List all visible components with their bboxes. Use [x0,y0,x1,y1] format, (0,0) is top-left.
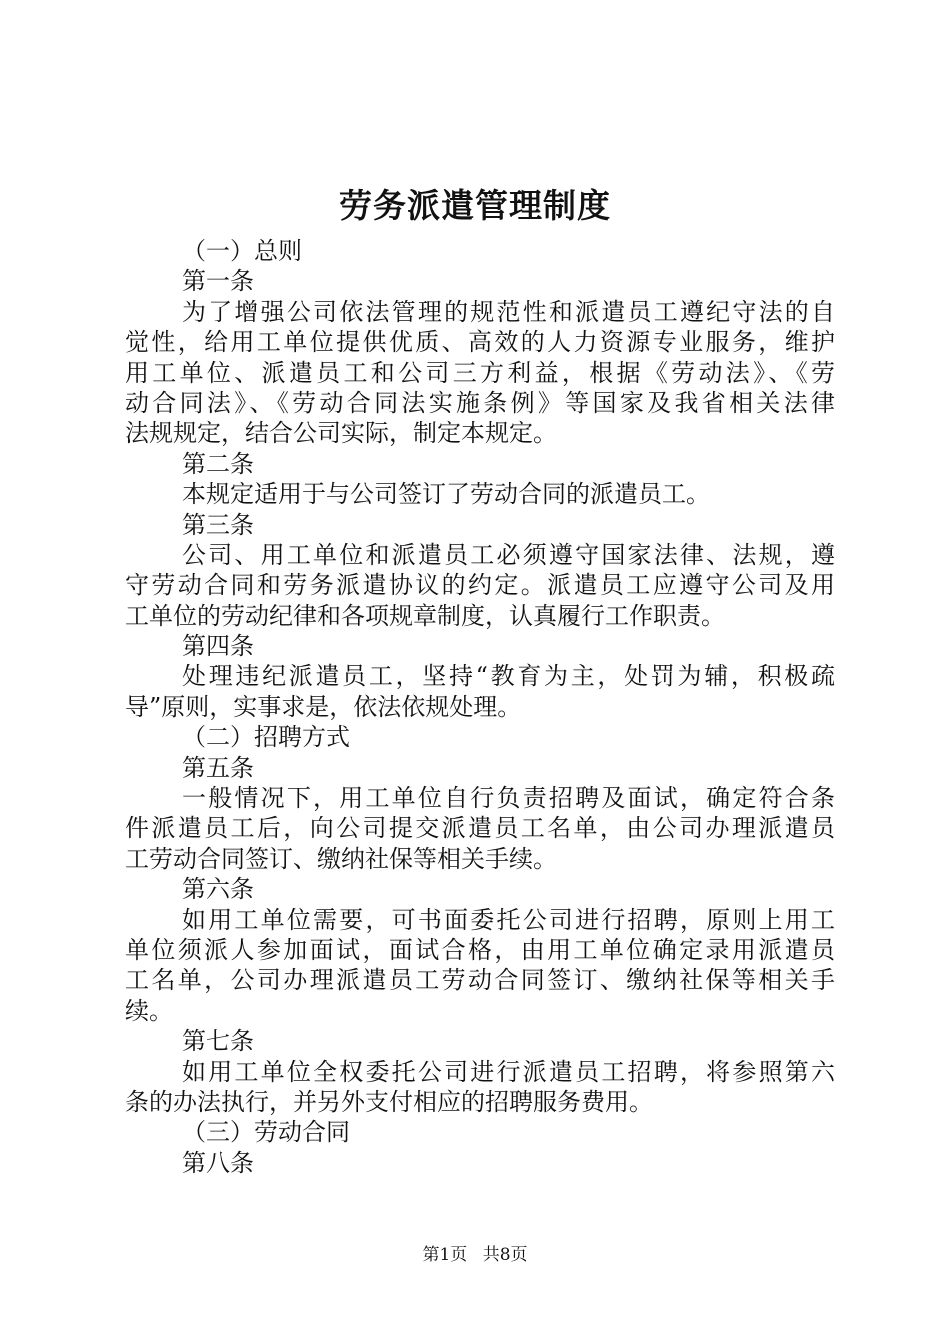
text-line: 为了增强公司依法管理的规范性和派遣员工遵纪守法的自 [182,297,835,326]
text-line: 觉性，给用工单位提供优质、高效的人力资源专业服务，维护 [125,328,835,357]
text-line: 第七条 [182,1027,254,1056]
text-line: 公司、用工单位和派遣员工必须遵守国家法律、法规，遵 [182,540,835,569]
text-line: 续。 [125,996,173,1025]
text-line: 第二条 [182,449,254,478]
text-line: 动合同法》、《劳动合同法实施条例》等国家及我省相关法律 [125,388,835,417]
text-line: 第五条 [182,753,254,782]
text-line: 如用工单位全权委托公司进行派遣员工招聘，将参照第六 [182,1057,835,1086]
text-line: 件派遣员工后，向公司提交派遣员工名单，由公司办理派遣员 [125,814,835,843]
text-line: 导”原则，实事求是，依法依规处理。 [125,692,522,721]
text-line: 第三条 [182,510,254,539]
text-line: 工名单，公司办理派遣员工劳动合同签订、缴纳社保等相关手 [125,966,835,995]
text-line: 本规定适用于与公司签订了劳动合同的派遣员工。 [182,480,710,509]
text-line: 用工单位、派遣员工和公司三方利益，根据《劳动法》、《劳 [125,358,835,387]
text-line: 工单位的劳动纪律和各项规章制度，认真履行工作职责。 [125,601,725,630]
text-line: 如用工单位需要，可书面委托公司进行招聘，原则上用工 [182,905,835,934]
text-line: （二）招聘方式 [182,723,350,752]
text-line: （三）劳动合同 [182,1118,350,1147]
text-line: 第六条 [182,875,254,904]
text-line: 一般情况下，用工单位自行负责招聘及面试，确定符合条 [182,784,835,813]
document-body [125,236,835,1178]
document-title: 劳务派遣管理制度 [339,186,611,225]
text-line: 守劳动合同和劳务派遣协议的约定。派遣员工应遵守公司及用 [125,571,835,600]
text-line: 工劳动合同签订、缴纳社保等相关手续。 [125,844,557,873]
text-line: 法规规定，结合公司实际，制定本规定。 [125,419,557,448]
text-line: 第八条 [182,1148,254,1177]
text-line: 第四条 [182,632,254,661]
text-line: 条的办法执行，并另外支付相应的招聘服务费用。 [125,1087,653,1116]
text-line: （一）总则 [182,237,302,265]
text-line: 第一条 [182,267,254,296]
page-total: 共8页 [482,1245,528,1265]
page-footer [0,1244,950,1266]
text-line: 单位须派人参加面试，面试合格，由用工单位确定录用派遣员 [125,935,835,964]
page-number: 第1页 [422,1245,468,1265]
text-line: 处理违纪派遣员工，坚持“教育为主，处罚为辅，积极疏 [182,662,835,691]
